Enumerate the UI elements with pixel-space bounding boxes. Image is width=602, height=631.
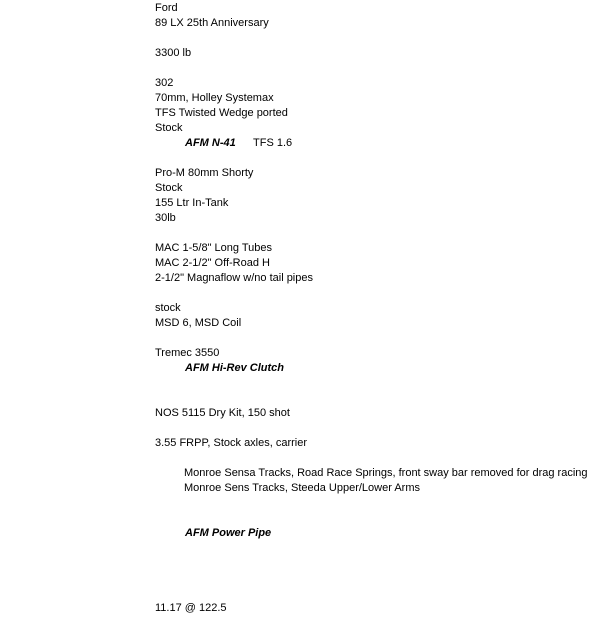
pump-value: 155 Ltr In-Tank bbox=[155, 197, 229, 209]
make-value: Ford bbox=[155, 2, 178, 14]
mass-air-value: Pro-M 80mm Shorty bbox=[155, 167, 254, 179]
weight-value: 3300 lb bbox=[155, 47, 192, 59]
heads-value: TFS Twisted Wedge ported bbox=[155, 107, 288, 119]
transmission-value: Tremec 3550 bbox=[155, 347, 220, 359]
cam-rr-value: TFS 1.6 bbox=[253, 137, 293, 149]
power-adder-value: NOS 5115 Dry Kit, 150 shot bbox=[155, 407, 290, 419]
other-value: AFM Power Pipe bbox=[185, 527, 272, 539]
inj-value: 30lb bbox=[155, 212, 176, 224]
hpipe-value: MAC 2-1/2" Off-Road H bbox=[155, 257, 270, 269]
cam-value: AFM N-41 bbox=[185, 137, 236, 149]
fuel-rail-value: Stock bbox=[155, 182, 183, 194]
ignition-value: MSD 6, MSD Coil bbox=[155, 317, 242, 329]
suspension-rear-value: Monroe Sens Tracks, Steeda Upper/Lower Arms bbox=[184, 482, 420, 494]
block-value: Stock bbox=[155, 122, 183, 134]
engine-value: 302 bbox=[155, 77, 174, 89]
converter-value: AFM Hi-Rev Clutch bbox=[185, 362, 284, 374]
model-value: 89 LX 25th Anniversary bbox=[155, 17, 269, 29]
exhaust-value: 2-1/2" Magnaflow w/no tail pipes bbox=[155, 272, 313, 284]
best-time-value: 11.17 @ 122.5 bbox=[155, 602, 227, 614]
rear-end-value: 3.55 FRPP, Stock axles, carrier bbox=[155, 437, 308, 449]
computer-value: stock bbox=[155, 302, 181, 314]
suspension-front-value: Monroe Sensa Tracks, Road Race Springs, front sway bar removed for drag racing bbox=[184, 467, 588, 479]
tb-intake-value: 70mm, Holley Systemax bbox=[155, 92, 274, 104]
headers-value: MAC 1-5/8" Long Tubes bbox=[155, 242, 273, 254]
